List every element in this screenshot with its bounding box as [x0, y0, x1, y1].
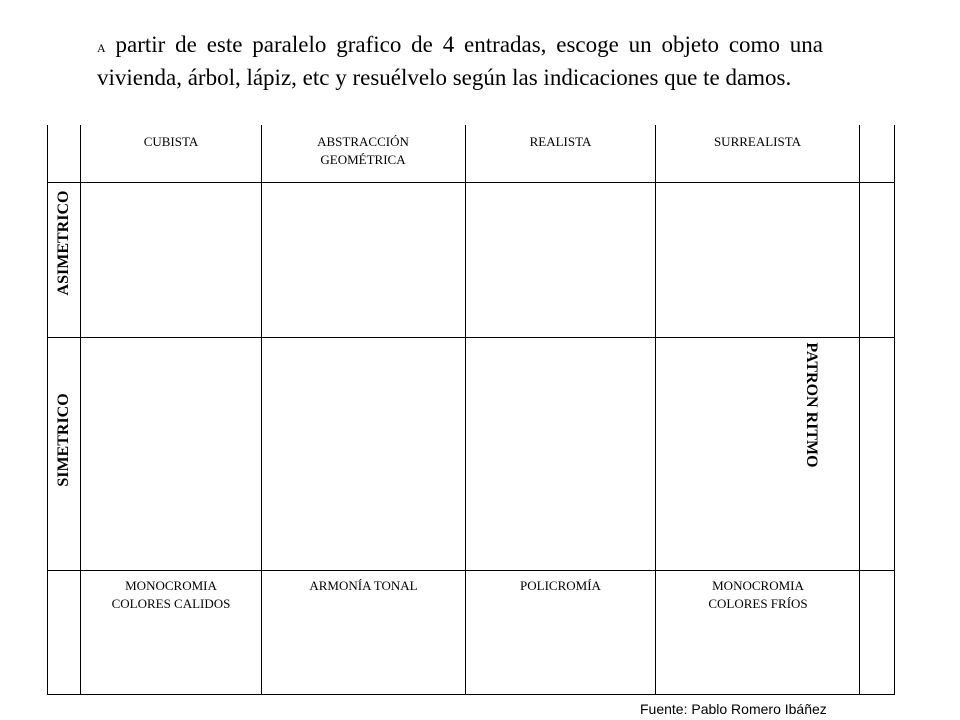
- grid-line-v2: [80, 125, 81, 695]
- grid-line-v3: [261, 125, 262, 695]
- grid-line-v5: [655, 125, 656, 695]
- instructions-first-letter: A: [97, 41, 106, 55]
- grid-line-v4: [465, 125, 466, 695]
- instructions-paragraph: [97, 30, 823, 92]
- row-label-patron-ritmo: PATRON RITMO: [803, 342, 820, 468]
- grid-line-v7: [894, 125, 895, 695]
- header-surrealista: SURREALISTA: [713, 134, 802, 149]
- header-realista: REALISTA: [529, 134, 592, 149]
- grid-line-h1: [47, 182, 895, 183]
- header-cubista: CUBISTA: [143, 134, 199, 149]
- grid-line-h2: [47, 337, 895, 338]
- grid-line-v6: [859, 125, 860, 695]
- grid-line-h4: [47, 694, 895, 695]
- header-abstraccion-geometrica: ABSTRACCIÓN GEOMÉTRICA: [317, 134, 409, 167]
- footer-policromia: POLICROMÍA: [520, 578, 601, 593]
- row-label-simetrico: SIMETRICO: [55, 393, 72, 487]
- row-label-asimetrico: ASIMETRICO: [55, 190, 72, 296]
- grid-line-h3: [47, 570, 895, 571]
- footer-monocromia-frios: MONOCROMIA COLORES FRÍOS: [708, 578, 808, 611]
- footer-armonia-tonal: ARMONÍA TONAL: [309, 578, 418, 593]
- grid-line-v1: [47, 125, 48, 695]
- instructions-text: partir de este paralelo grafico de 4 entradas, escoge un objeto como una vivienda, árbol, lápiz, etc y resuélvelo según las indicaciones que te damos.: [97, 32, 823, 90]
- footer-monocromia-calidos: MONOCROMIA COLORES CALIDOS: [111, 578, 231, 611]
- source-credit: Fuente: Pablo Romero Ibáñez: [640, 701, 827, 717]
